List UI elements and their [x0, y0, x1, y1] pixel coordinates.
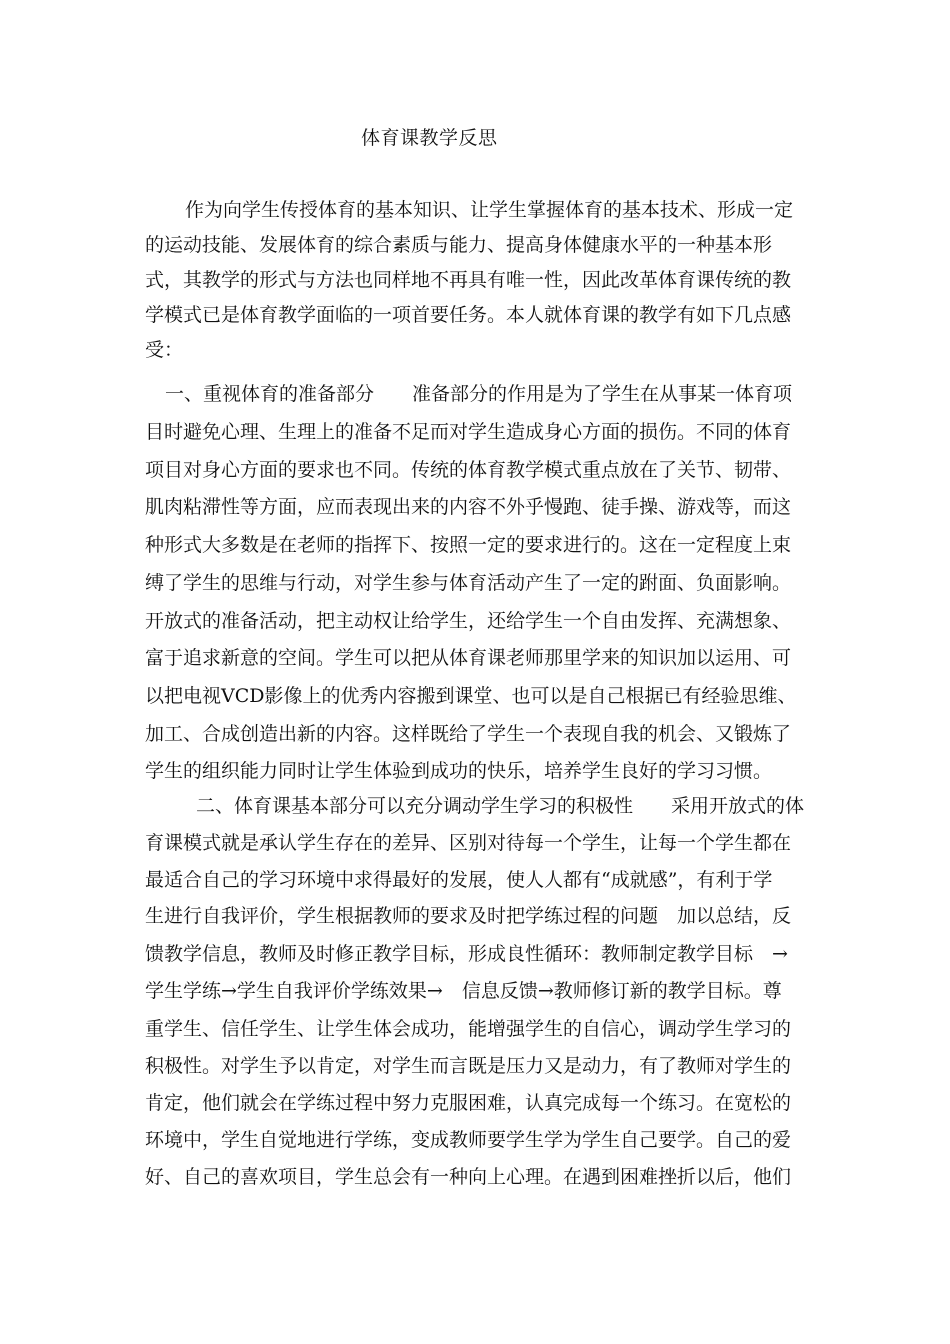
- paragraph-2-line-8: 富于追求新意的空间。学生可以把从体育课老师那里学来的知识加以运用、可: [145, 647, 792, 669]
- paragraph-3-line-5: 馈教学信息，教师及时修正教学目标，形成良性循环：教师制定教学目标 →: [145, 943, 788, 965]
- paragraph-2-line-6: 缚了学生的思维与行动，对学生参与体育活动产生了一定的跗面、负面影响。: [145, 572, 792, 594]
- paragraph-3-line-8: 积极性。对学生予以肯定，对学生而言既是压力又是动力，有了教师对学生的: [145, 1055, 792, 1077]
- paragraph-2-line-7: 开放式的准备活动，把主动权让给学生，还给学生一个自由发挥、充满想象、: [145, 610, 792, 632]
- paragraph-2-line-1: 一、重视体育的准备部分 准备部分的作用是为了学生在从事某一体育项: [165, 383, 793, 405]
- paragraph-3-line-7: 重学生、信任学生、让学生体会成功，能增强学生的自信心，调动学生学习的: [145, 1018, 792, 1040]
- paragraph-2-line-11: 学生的组织能力同时让学生体验到成功的快乐，培养学生良好的学习习惯。: [145, 760, 773, 782]
- paragraph-1-line-3: 式，其教学的形式与方法也同样地不再具有唯一性，因此改革体育课传统的教: [145, 269, 792, 291]
- paragraph-2-line-3: 项目对身心方面的要求也不同。传统的体育教学模式重点放在了关节、韧带、: [145, 459, 792, 481]
- paragraph-1-line-4: 学模式已是体育教学面临的一项首要任务。本人就体育课的教学有如下几点感: [145, 304, 792, 326]
- paragraph-3-line-11: 好、自己的喜欢项目，学生总会有一种向上心理。在遇到困难挫折以后，他们: [145, 1166, 792, 1188]
- paragraph-2-line-9: 以把电视VCD影像上的优秀内容搬到课堂、也可以是自己根据已有经验思维、: [145, 685, 797, 707]
- paragraph-3-line-6: 学生学练→学生自我评价学练效果→ 信息反馈→教师修订新的教学目标。尊: [145, 980, 782, 1002]
- paragraph-3-line-3: 最适合自己的学习环境中求得最好的发展，使人人都有“成就感”，有利于学: [145, 869, 773, 891]
- paragraph-3-line-1: 二、体育课基本部分可以充分调动学生学习的积极性 采用开放式的体: [196, 795, 805, 817]
- paragraph-2-line-5: 种形式大多数是在老师的指挥下、按照一定的要求进行的。这在一定程度上束: [145, 534, 792, 556]
- paragraph-1-line-1: 作为向学生传授体育的基本知识、让学生掌握体育的基本技术、形成一定: [185, 199, 794, 221]
- paragraph-1-line-2: 的运动技能、发展体育的综合素质与能力、提高身体健康水平的一种基本形: [145, 234, 773, 256]
- document-title: 体育课教学反思: [361, 127, 498, 149]
- paragraph-3-line-10: 环境中，学生自觉地进行学练，变成教师要学生学为学生自己要学。自己的爱: [145, 1129, 792, 1151]
- paragraph-3-line-2: 育课模式就是承认学生存在的差异、区别对待每一个学生，让每一个学生都在: [145, 832, 792, 854]
- paragraph-2-line-10: 加工、合成创造出新的内容。这样既给了学生一个表现自我的机会、又锻炼了: [145, 723, 792, 745]
- paragraph-1-line-5: 受：: [145, 339, 184, 361]
- paragraph-2-line-2: 目时避免心理、生理上的准备不足而对学生造成身心方面的损伤。不同的体育: [145, 421, 792, 443]
- paragraph-3-line-9: 肯定，他们就会在学练过程中努力克服困难，认真完成每一个练习。在宽松的: [145, 1092, 792, 1114]
- paragraph-2-line-4: 肌肉粘滞性等方面，应而表现出来的内容不外乎慢跑、徒手操、游戏等，而这: [145, 496, 792, 518]
- paragraph-3-line-4: 生进行自我评价，学生根据教师的要求及时把学练过程的问题 加以总结，反: [145, 905, 792, 927]
